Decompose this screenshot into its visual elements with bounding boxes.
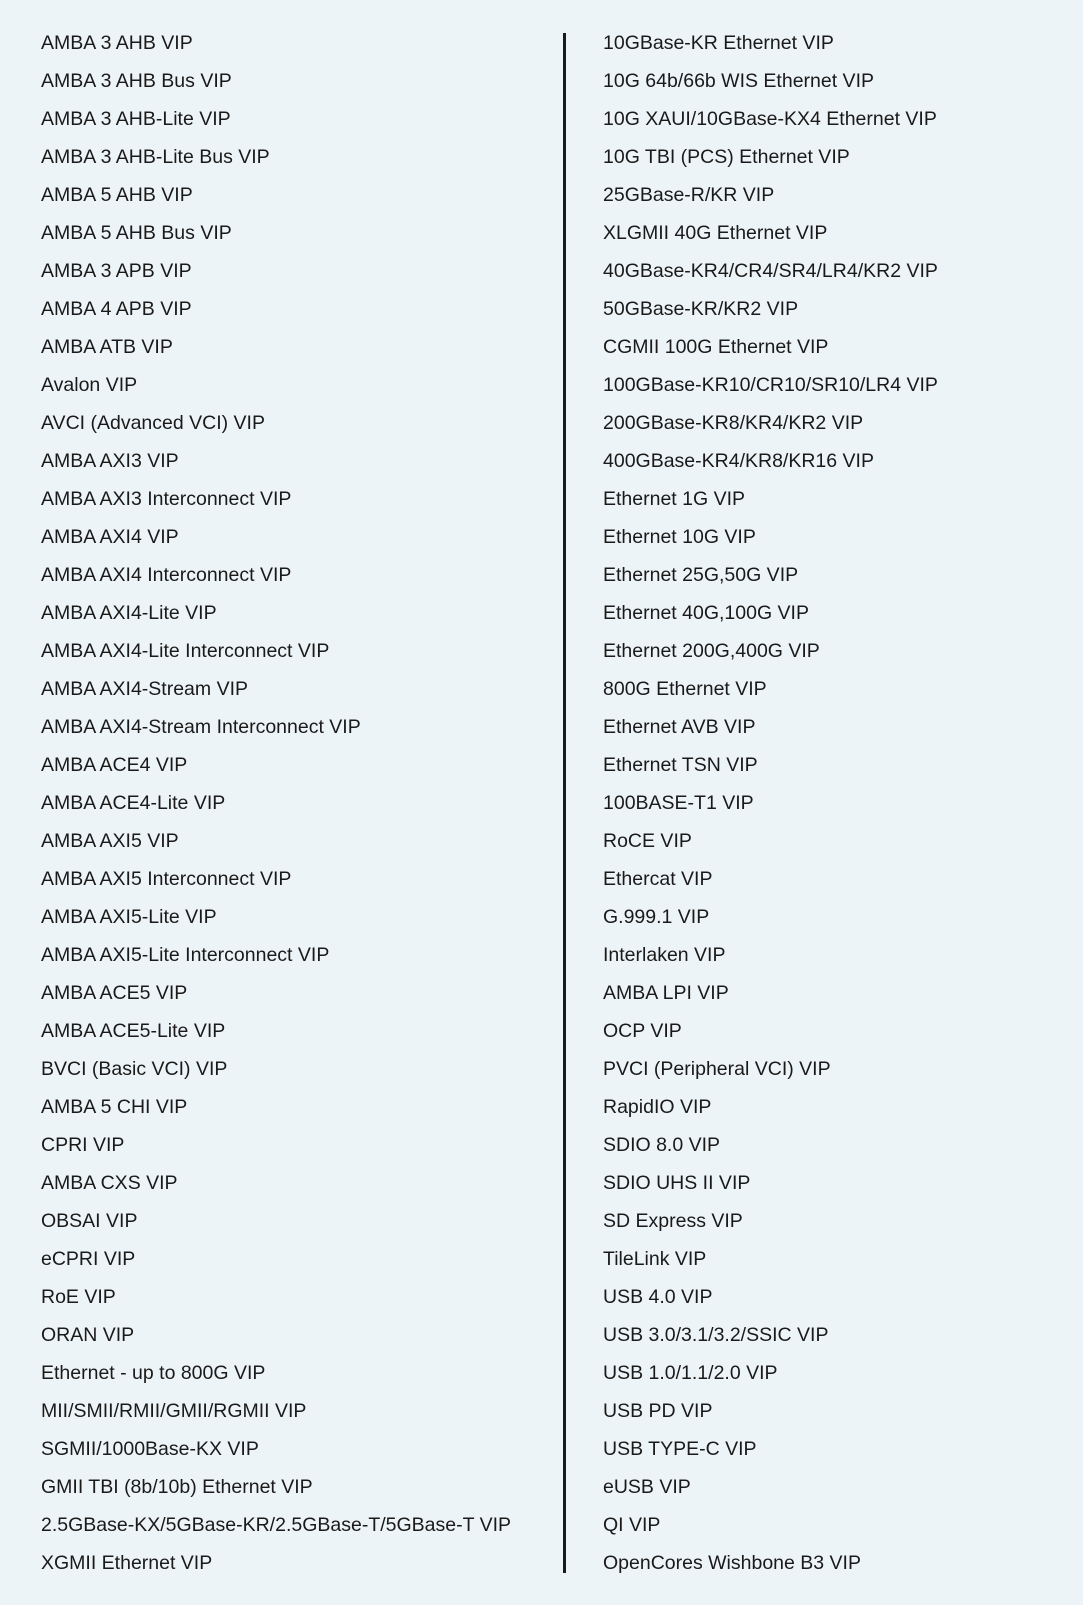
vip-list-item[interactable]: AMBA AXI3 VIP bbox=[41, 450, 179, 472]
vip-list-item[interactable]: CPRI VIP bbox=[41, 1134, 125, 1156]
vip-list-item[interactable]: Ethernet 40G,100G VIP bbox=[603, 602, 809, 624]
vip-list-item[interactable]: AMBA ACE4 VIP bbox=[41, 754, 188, 776]
vip-list-item[interactable]: AMBA 4 APB VIP bbox=[41, 298, 192, 320]
vip-list-item[interactable]: 10G TBI (PCS) Ethernet VIP bbox=[603, 146, 850, 168]
column-divider bbox=[563, 33, 566, 1573]
vip-list-item[interactable]: SDIO 8.0 VIP bbox=[603, 1134, 721, 1156]
vip-list-item[interactable]: AMBA ACE4-Lite VIP bbox=[41, 792, 226, 814]
vip-list-item[interactable]: 50GBase-KR/KR2 VIP bbox=[603, 298, 799, 320]
vip-list-item[interactable]: Ethernet 200G,400G VIP bbox=[603, 640, 820, 662]
vip-list-item[interactable]: RapidIO VIP bbox=[603, 1096, 712, 1118]
vip-list-item[interactable]: Ethernet 10G VIP bbox=[603, 526, 756, 548]
vip-list-item[interactable]: AMBA 5 AHB VIP bbox=[41, 184, 193, 206]
vip-list-item[interactable]: SDIO UHS II VIP bbox=[603, 1172, 751, 1194]
vip-list-item[interactable]: AMBA AXI4-Lite VIP bbox=[41, 602, 217, 624]
vip-list-item[interactable]: QI VIP bbox=[603, 1514, 661, 1536]
vip-list-item[interactable]: 800G Ethernet VIP bbox=[603, 678, 767, 700]
vip-list-item[interactable]: AMBA 3 AHB-Lite VIP bbox=[41, 108, 231, 130]
vip-list-item[interactable]: 100BASE-T1 VIP bbox=[603, 792, 754, 814]
vip-list-item[interactable]: Ethercat VIP bbox=[603, 868, 713, 890]
vip-list-item[interactable]: Ethernet TSN VIP bbox=[603, 754, 758, 776]
vip-list-item[interactable]: SD Express VIP bbox=[603, 1210, 743, 1232]
vip-list-item[interactable]: ORAN VIP bbox=[41, 1324, 135, 1346]
vip-list-item[interactable]: OCP VIP bbox=[603, 1020, 682, 1042]
vip-list-item[interactable]: AMBA AXI5-Lite VIP bbox=[41, 906, 217, 928]
vip-list-item[interactable]: USB 1.0/1.1/2.0 VIP bbox=[603, 1362, 778, 1384]
vip-list-item[interactable]: 2.5GBase-KX/5GBase-KR/2.5GBase-T/5GBase-T VIP bbox=[41, 1514, 512, 1536]
vip-list-item[interactable]: 10GBase-KR Ethernet VIP bbox=[603, 32, 834, 54]
vip-list-item[interactable]: AMBA 3 AHB-Lite Bus VIP bbox=[41, 146, 270, 168]
vip-list-item[interactable]: BVCI (Basic VCI) VIP bbox=[41, 1058, 228, 1080]
vip-list-item[interactable]: AMBA AXI4-Lite Interconnect VIP bbox=[41, 640, 330, 662]
vip-list-item[interactable]: 40GBase-KR4/CR4/SR4/LR4/KR2 VIP bbox=[603, 260, 938, 282]
vip-list-item[interactable]: AMBA 3 AHB Bus VIP bbox=[41, 70, 232, 92]
vip-list-item[interactable]: CGMII 100G Ethernet VIP bbox=[603, 336, 829, 358]
vip-list-item[interactable]: 10G XAUI/10GBase-KX4 Ethernet VIP bbox=[603, 108, 937, 130]
vip-list-item[interactable]: AMBA AXI4 Interconnect VIP bbox=[41, 564, 292, 586]
vip-list-item[interactable]: AMBA AXI4-Stream VIP bbox=[41, 678, 248, 700]
right-vip-column bbox=[603, 24, 1063, 1582]
vip-list-item[interactable]: Ethernet 1G VIP bbox=[603, 488, 745, 510]
vip-list-item[interactable]: AMBA 3 APB VIP bbox=[41, 260, 192, 282]
vip-list-item[interactable]: 10G 64b/66b WIS Ethernet VIP bbox=[603, 70, 874, 92]
vip-list-item[interactable]: RoE VIP bbox=[41, 1286, 116, 1308]
vip-list-item[interactable]: Avalon VIP bbox=[41, 374, 138, 396]
vip-list-item[interactable]: SGMII/1000Base-KX VIP bbox=[41, 1438, 259, 1460]
vip-list-item[interactable]: AMBA ACE5 VIP bbox=[41, 982, 188, 1004]
vip-list-item[interactable]: eCPRI VIP bbox=[41, 1248, 136, 1270]
vip-list-item[interactable]: USB TYPE-C VIP bbox=[603, 1438, 757, 1460]
vip-list-item[interactable]: AMBA AXI5 VIP bbox=[41, 830, 179, 852]
vip-list-item[interactable]: USB 3.0/3.1/3.2/SSIC VIP bbox=[603, 1324, 829, 1346]
vip-list-item[interactable]: AMBA AXI5-Lite Interconnect VIP bbox=[41, 944, 330, 966]
vip-list-item[interactable]: Ethernet 25G,50G VIP bbox=[603, 564, 799, 586]
vip-list-item[interactable]: USB 4.0 VIP bbox=[603, 1286, 713, 1308]
vip-list-item[interactable]: TileLink VIP bbox=[603, 1248, 707, 1270]
vip-list-item[interactable]: AMBA 5 CHI VIP bbox=[41, 1096, 188, 1118]
vip-list-item[interactable]: RoCE VIP bbox=[603, 830, 692, 852]
vip-list-item[interactable]: AVCI (Advanced VCI) VIP bbox=[41, 412, 265, 434]
vip-list-item[interactable]: USB PD VIP bbox=[603, 1400, 713, 1422]
vip-list-item[interactable]: AMBA LPI VIP bbox=[603, 982, 729, 1004]
vip-list-item[interactable]: AMBA 5 AHB Bus VIP bbox=[41, 222, 232, 244]
left-vip-column bbox=[41, 24, 556, 1582]
vip-list-item[interactable]: AMBA AXI4 VIP bbox=[41, 526, 179, 548]
vip-list-item[interactable]: 200GBase-KR8/KR4/KR2 VIP bbox=[603, 412, 864, 434]
vip-list-item[interactable]: AMBA AXI3 Interconnect VIP bbox=[41, 488, 292, 510]
vip-list-item[interactable]: AMBA ATB VIP bbox=[41, 336, 173, 358]
vip-list-item[interactable]: PVCI (Peripheral VCI) VIP bbox=[603, 1058, 831, 1080]
vip-list-item[interactable]: AMBA AXI4-Stream Interconnect VIP bbox=[41, 716, 361, 738]
vip-list-item[interactable]: AMBA CXS VIP bbox=[41, 1172, 178, 1194]
vip-list-item[interactable]: GMII TBI (8b/10b) Ethernet VIP bbox=[41, 1476, 313, 1498]
vip-list-item[interactable]: AMBA AXI5 Interconnect VIP bbox=[41, 868, 292, 890]
vip-list-item[interactable]: XGMII Ethernet VIP bbox=[41, 1552, 213, 1574]
vip-list-item[interactable]: AMBA ACE5-Lite VIP bbox=[41, 1020, 226, 1042]
vip-list-item[interactable]: eUSB VIP bbox=[603, 1476, 691, 1498]
vip-list-item[interactable]: OpenCores Wishbone B3 VIP bbox=[603, 1552, 861, 1574]
vip-list-item[interactable]: Ethernet - up to 800G VIP bbox=[41, 1362, 266, 1384]
vip-list-item[interactable]: Ethernet AVB VIP bbox=[603, 716, 756, 738]
vip-list-item[interactable]: MII/SMII/RMII/GMII/RGMII VIP bbox=[41, 1400, 307, 1422]
vip-list-item[interactable]: 400GBase-KR4/KR8/KR16 VIP bbox=[603, 450, 874, 472]
vip-list-item[interactable]: AMBA 3 AHB VIP bbox=[41, 32, 193, 54]
vip-list-item[interactable]: Interlaken VIP bbox=[603, 944, 726, 966]
vip-list-item[interactable]: G.999.1 VIP bbox=[603, 906, 710, 928]
vip-list-item[interactable]: OBSAI VIP bbox=[41, 1210, 138, 1232]
vip-list-item[interactable]: 100GBase-KR10/CR10/SR10/LR4 VIP bbox=[603, 374, 938, 396]
vip-list-item[interactable]: XLGMII 40G Ethernet VIP bbox=[603, 222, 828, 244]
vip-list-item[interactable]: 25GBase-R/KR VIP bbox=[603, 184, 775, 206]
